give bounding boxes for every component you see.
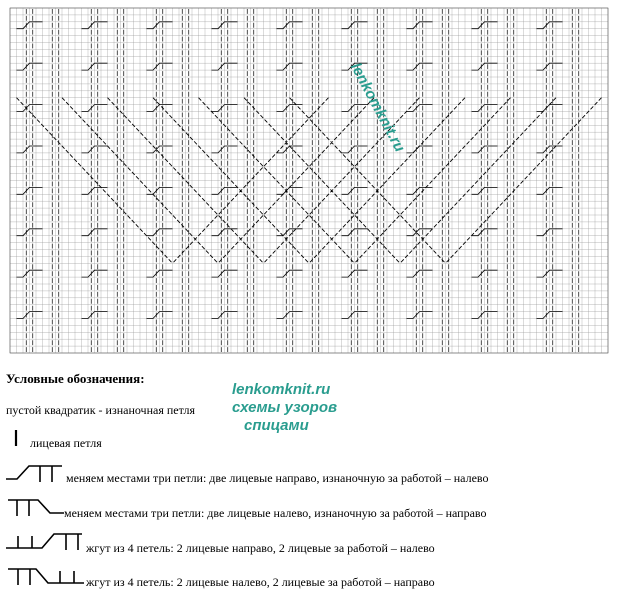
legend-item-cross-right: меняем местами три петли: две лицевые направо, изнаночную за работой – налево bbox=[66, 471, 489, 485]
cross-left-3-icon bbox=[4, 496, 66, 518]
brand-caption bbox=[232, 381, 337, 435]
chart-gridlines bbox=[10, 8, 608, 353]
cross-right-3-icon bbox=[4, 462, 66, 484]
chart-watermark: lenkomknit.ru bbox=[346, 60, 409, 155]
legend-item-cross-left: меняем местами три петли: две лицевые налево, изнаночную за работой – направо bbox=[64, 506, 487, 520]
brand-subtitle-2: спицами bbox=[244, 417, 309, 434]
brand-subtitle: схемы узоров bbox=[232, 399, 338, 416]
cable-right-4-icon bbox=[4, 530, 86, 552]
legend-item-cable-right: жгут из 4 петель: 2 лицевые направо, 2 лицевые за работой – налево bbox=[86, 541, 435, 555]
purl-legend-text: пустой квадратик - изнаночная петля bbox=[6, 403, 196, 417]
legend-item-knit: лицевая петля bbox=[30, 436, 102, 450]
brand-site: lenkomknit.ru bbox=[232, 381, 331, 398]
legend-item-cable-left: жгут из 4 петель: 2 лицевые налево, 2 лицевые за работой – направо bbox=[86, 575, 435, 589]
legend-title: Условные обозначения: bbox=[6, 371, 145, 386]
cable-left-4-icon bbox=[4, 565, 86, 587]
